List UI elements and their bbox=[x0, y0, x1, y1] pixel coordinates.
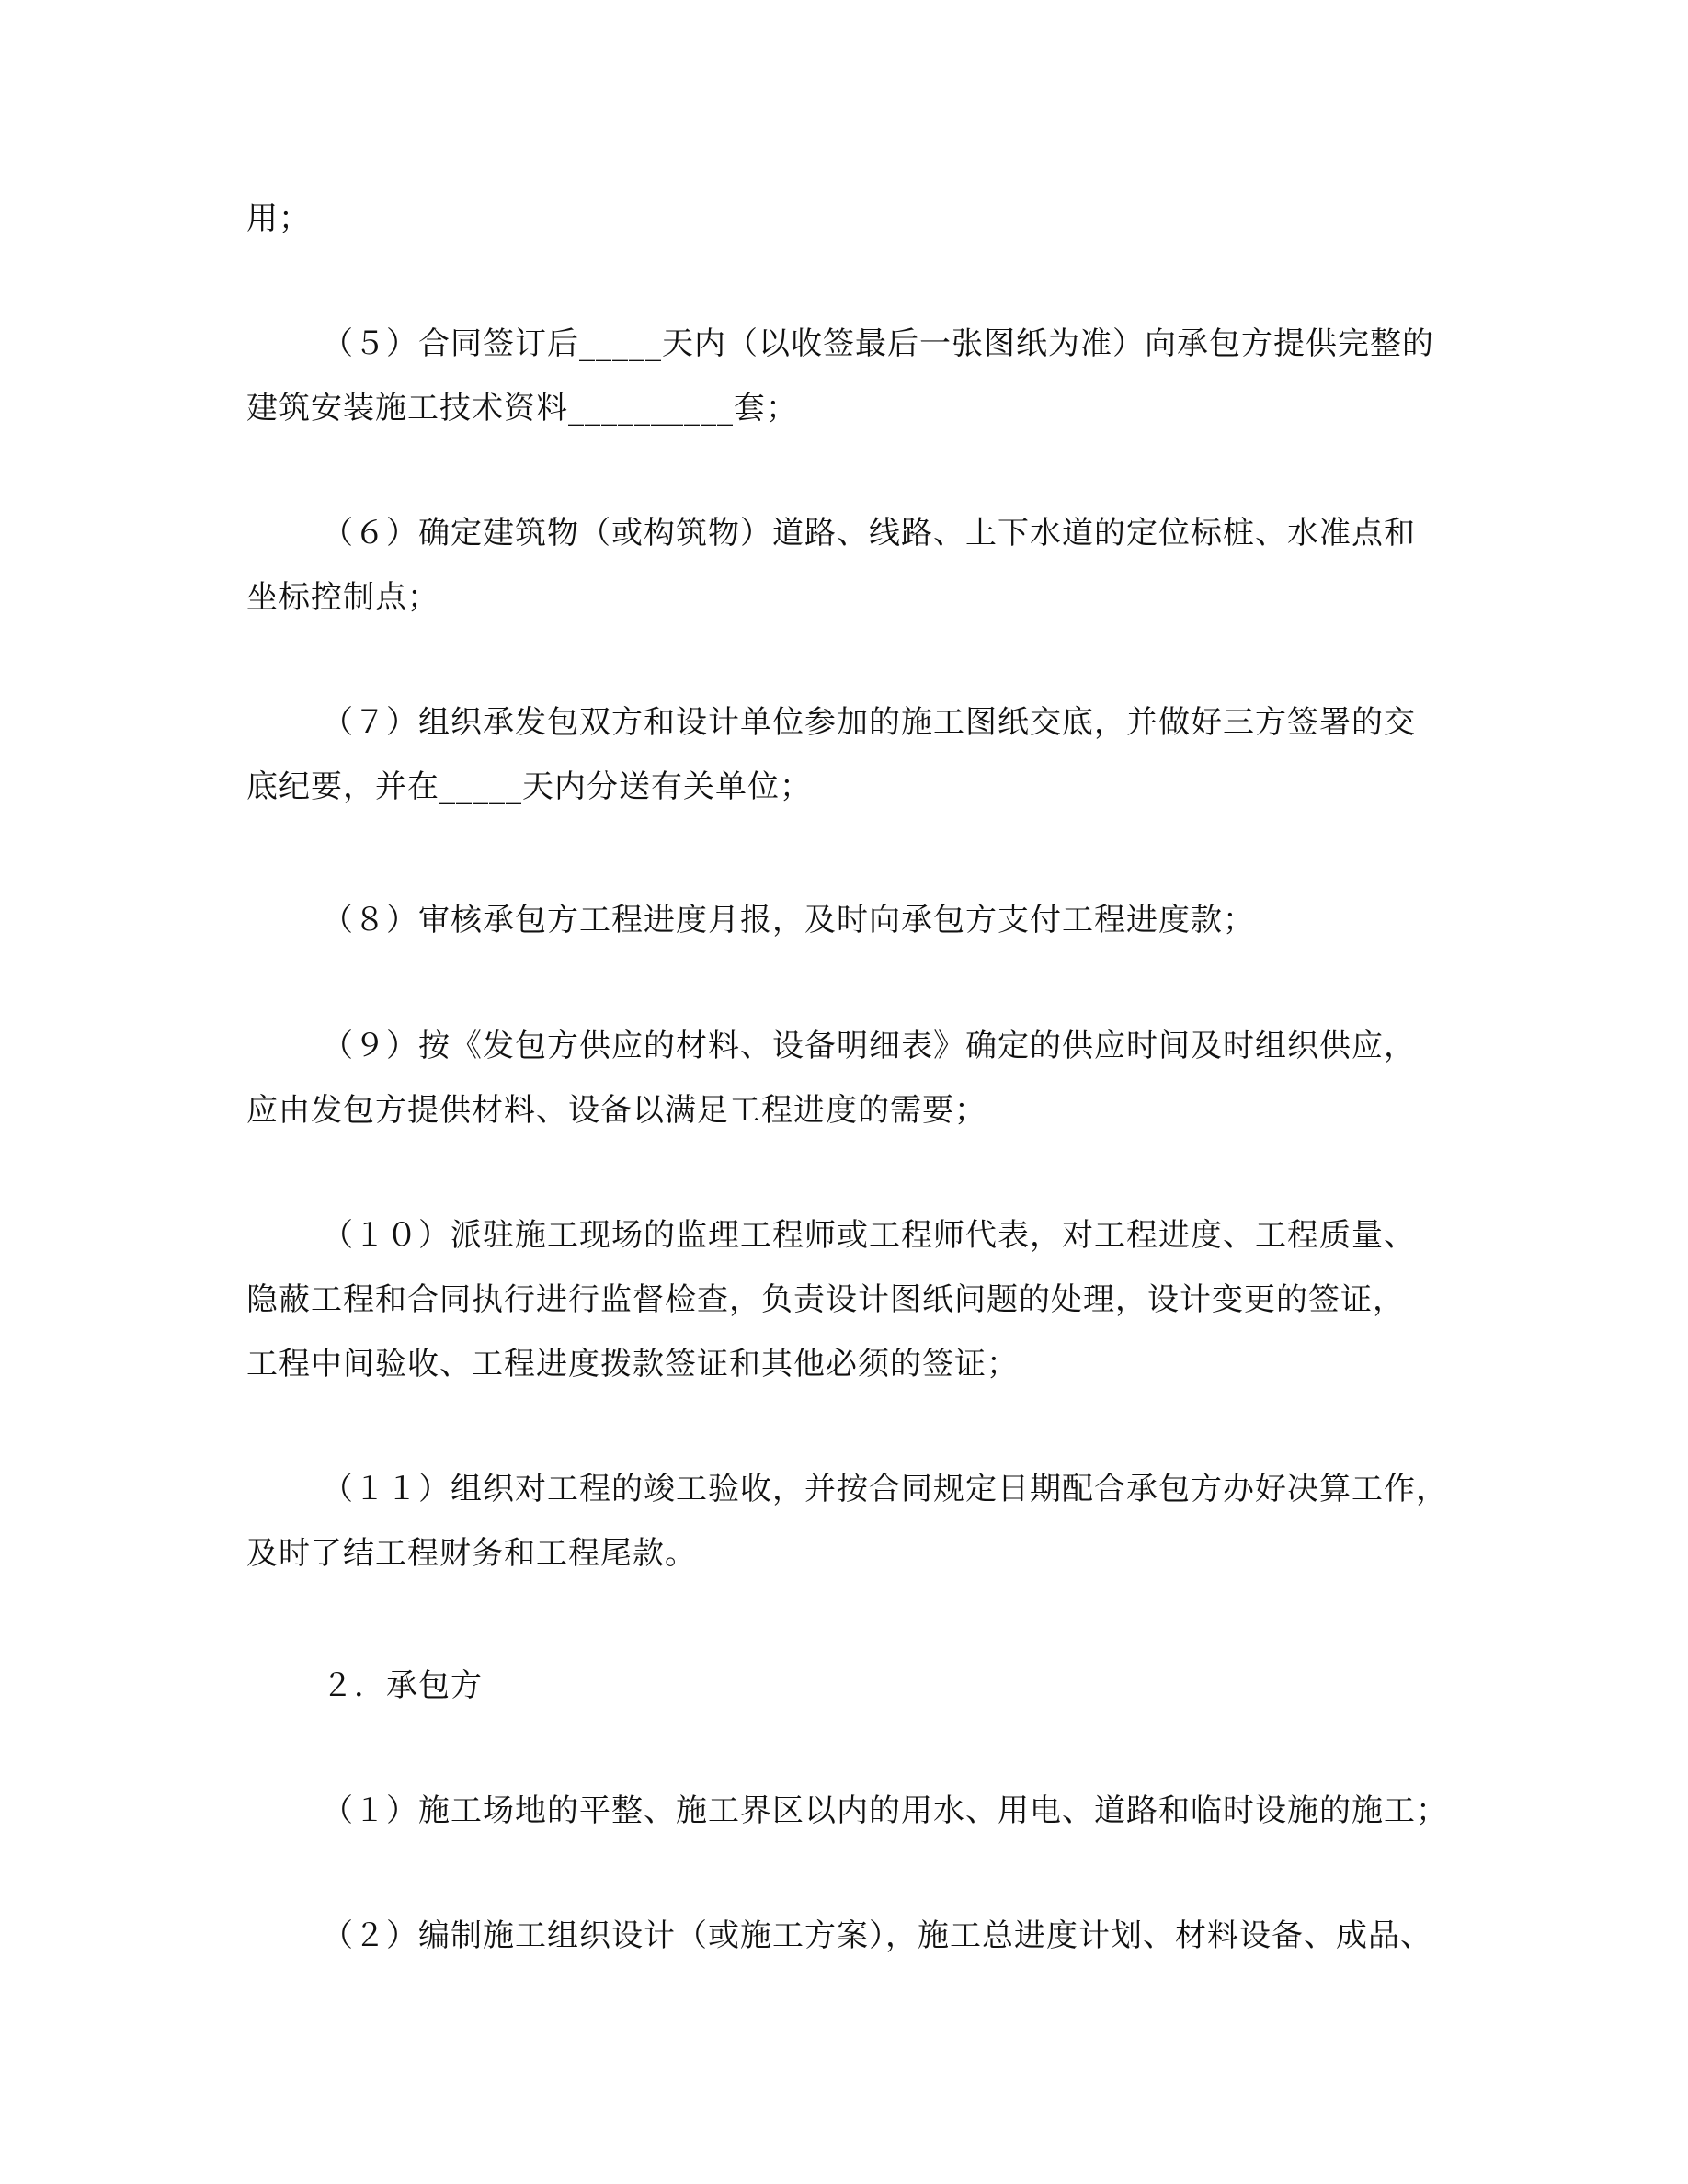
text-line: （７）组织承发包双方和设计单位参加的施工图纸交底，并做好三方签署的交 bbox=[322, 704, 1416, 741]
text-line: （６）确定建筑物（或构筑物）道路、线路、上下水道的定位标桩、水准点和 bbox=[322, 515, 1416, 552]
text-line: （１０）派驻施工现场的监理工程师或工程师代表，对工程进度、工程质量、 bbox=[322, 1217, 1416, 1254]
text-line: （５）合同签订后_____天内（以收签最后一张图纸为准）向承包方提供完整的 bbox=[322, 325, 1434, 362]
text-line: 用； bbox=[246, 200, 311, 237]
section-heading: ２．承包方 bbox=[322, 1667, 483, 1704]
text-line: 坐标控制点； bbox=[246, 579, 439, 616]
text-line: 工程中间验收、工程进度拨款签证和其他必须的签证； bbox=[246, 1346, 1019, 1382]
text-line: （２）编制施工组织设计（或施工方案），施工总进度计划、材料设备、成品、 bbox=[322, 1917, 1432, 1954]
text-line: 隐蔽工程和合同执行进行监督检查，负责设计图纸问题的处理，设计变更的签证， bbox=[246, 1281, 1405, 1318]
text-line: （８）审核承包方工程进度月报，及时向承包方支付工程进度款； bbox=[322, 902, 1255, 938]
text-line: 底纪要，并在_____天内分送有关单位； bbox=[246, 768, 812, 805]
text-line: （１）施工场地的平整、施工界区以内的用水、用电、道路和临时设施的施工； bbox=[322, 1792, 1448, 1829]
text-line: （１１）组织对工程的竣工验收，并按合同规定日期配合承包方办好决算工作， bbox=[322, 1471, 1448, 1507]
text-line: 及时了结工程财务和工程尾款。 bbox=[246, 1535, 697, 1572]
text-line: 应由发包方提供材料、设备以满足工程进度的需要； bbox=[246, 1092, 987, 1129]
text-line: （９）按《发包方供应的材料、设备明细表》确定的供应时间及时组织供应， bbox=[322, 1028, 1416, 1064]
text-line: 建筑安装施工技术资料__________套； bbox=[246, 390, 798, 427]
